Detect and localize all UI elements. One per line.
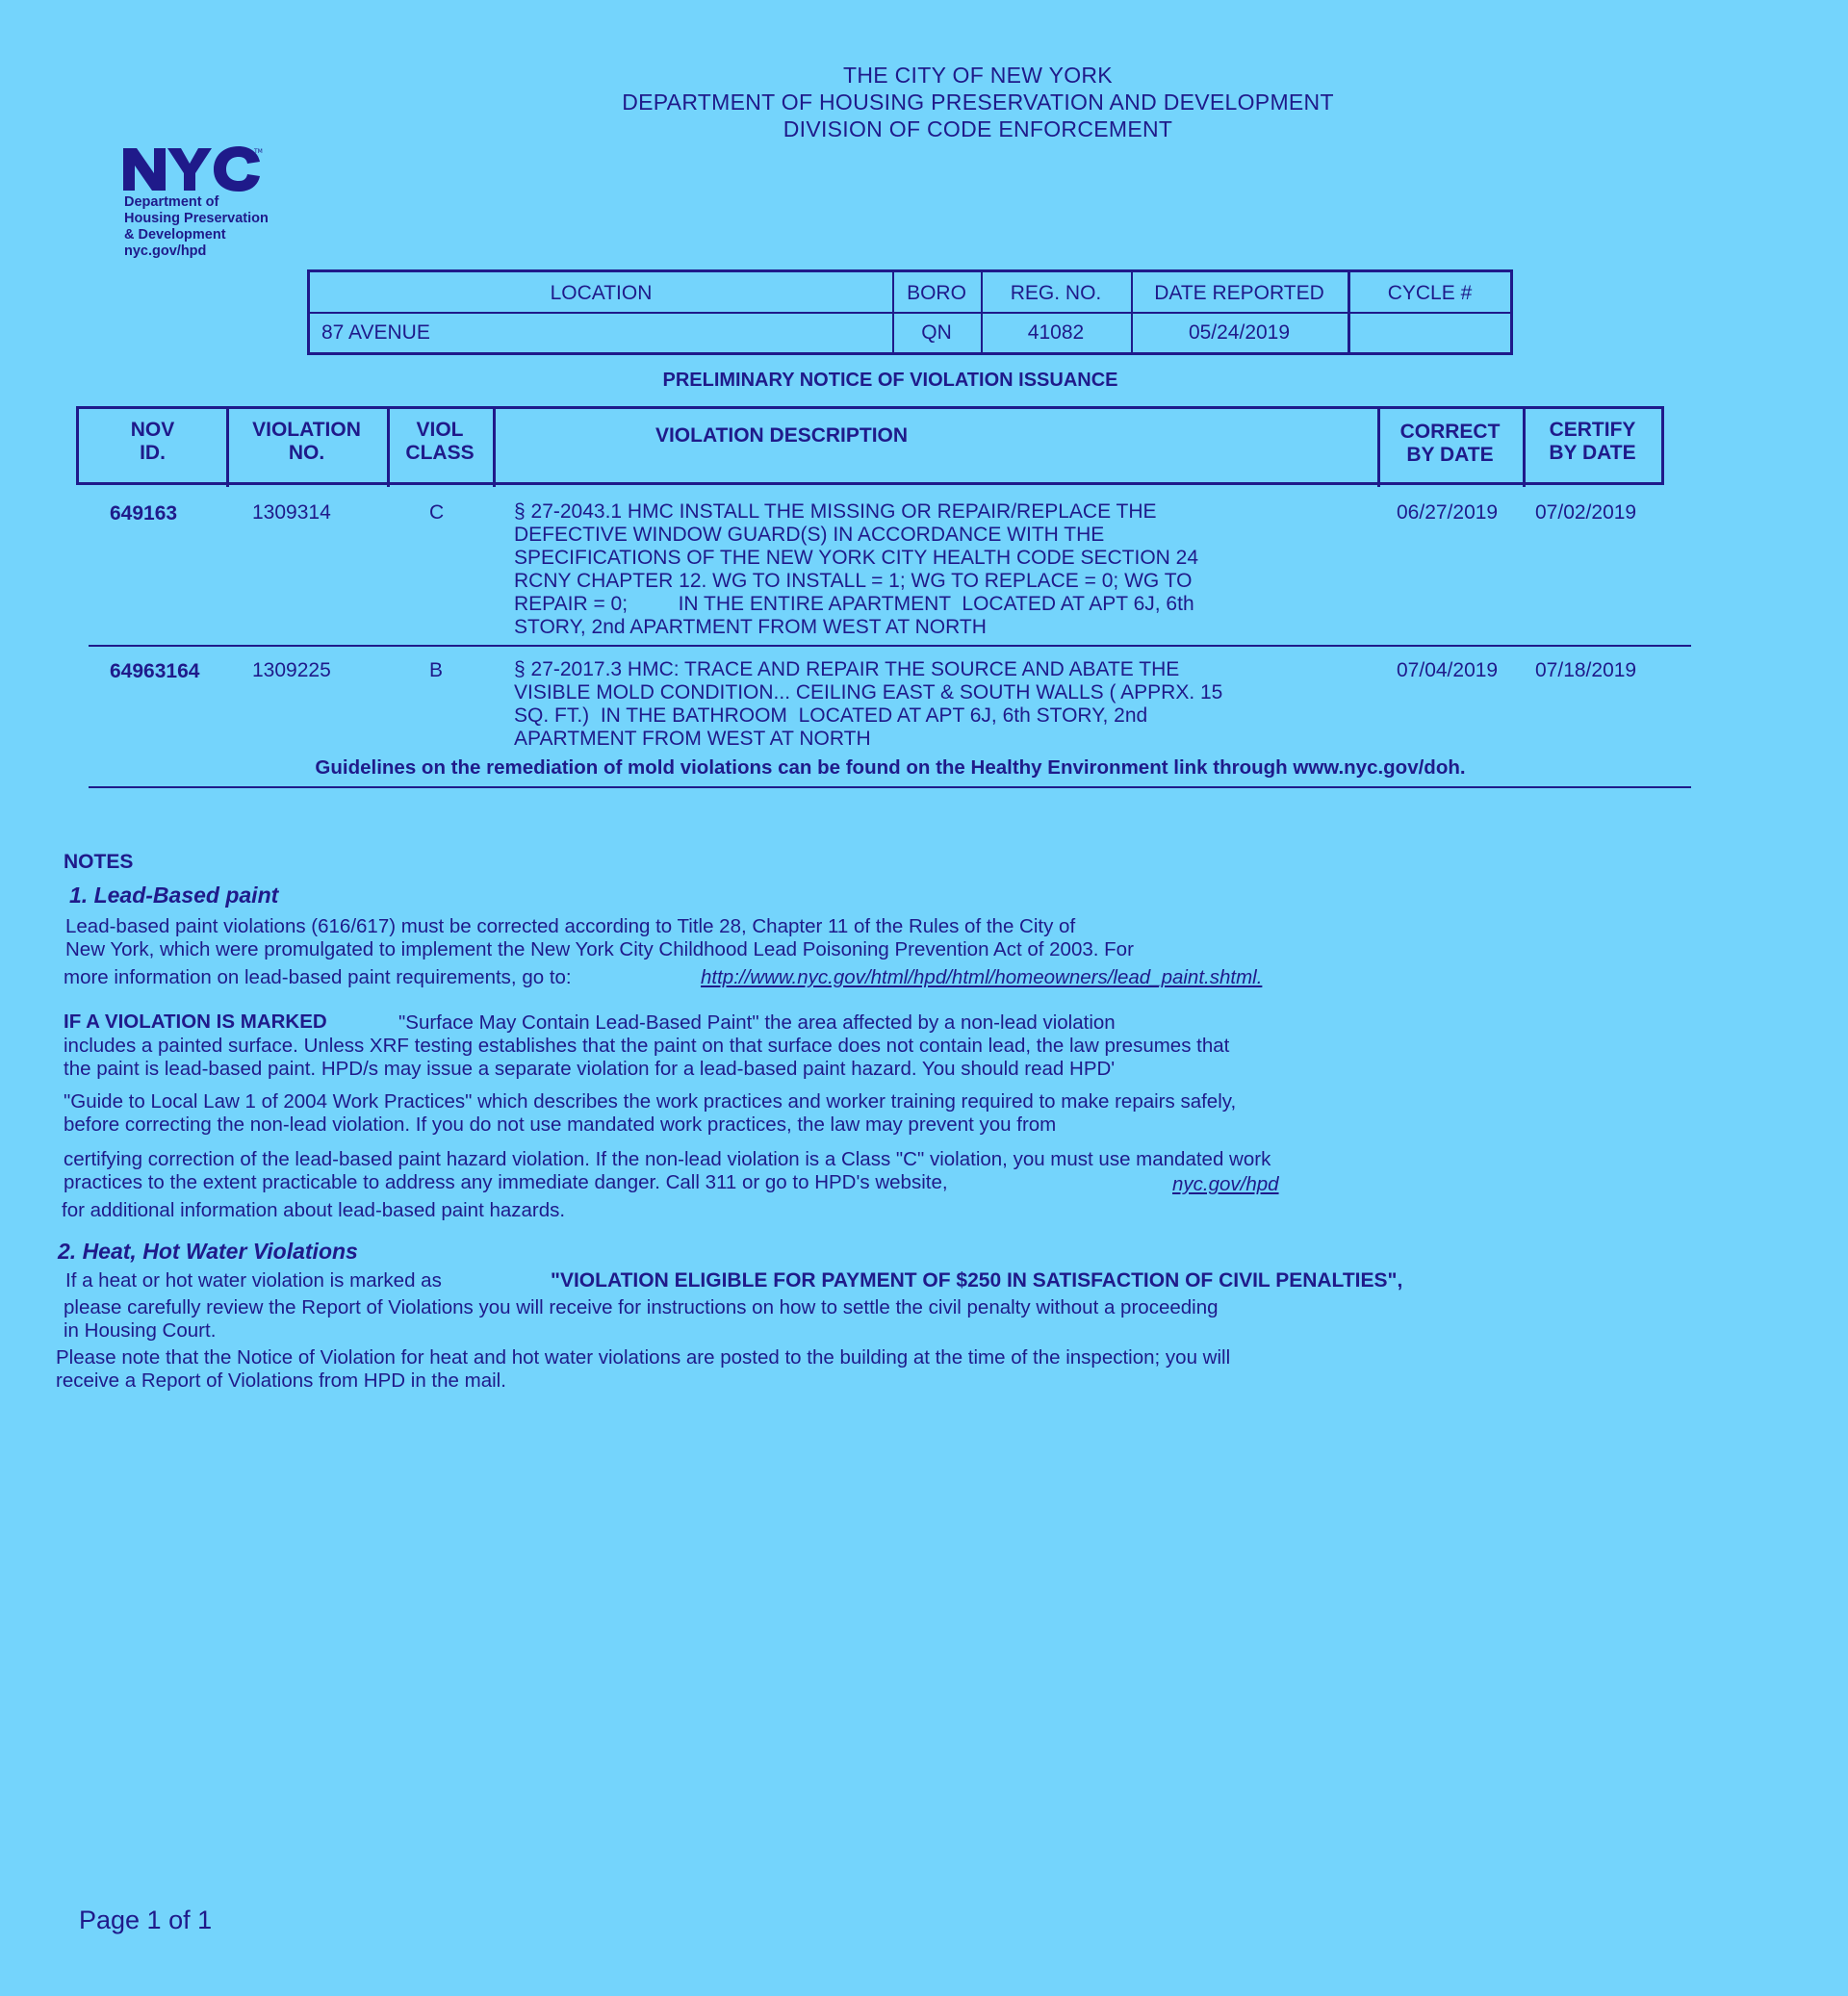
logo-line-3: & Development	[124, 227, 226, 243]
lead-paragraph-line: for additional information about lead-based paint hazards.	[62, 1199, 566, 1221]
nov-id-header-1: NOV	[130, 419, 175, 441]
lead-paragraph-line: includes a painted surface. Unless XRF testing establishes that the paint on that surface does not contain lead, the law presumes that	[64, 1035, 1230, 1057]
violation-description: § 27-2043.1 HMC INSTALL THE MISSING OR REPAIR/REPLACE THE DEFECTIVE WINDOW GUARD(S) IN ACCORDANCE WITH THE SPECIFICATIONS OF THE NEW YORK CITY HEALTH CODE SECTION 24 RCNY CHAPTER 12. WG TO INSTALL = 1; WG TO REPLACE = 0; WG TO REPAIR = 0; IN THE ENTIRE APARTMENT LOCATED AT APT 6J, 6th STORY, 2nd APARTMENT FROM WEST AT NORTH	[514, 500, 1199, 638]
violation-description: § 27-2017.3 HMC: TRACE AND REPAIR THE SOURCE AND ABATE THE VISIBLE MOLD CONDITION... CEILING EAST & SOUTH WALLS ( APPRX. 15 SQ. FT.) IN THE BATHROOM LOCATED AT APT 6J, 6th STORY, 2nd APARTMENT FROM WEST AT NORTH	[514, 658, 1223, 750]
viol-class-header-2: CLASS	[405, 442, 475, 464]
notes-title: NOTES	[64, 851, 134, 873]
logo-line-2: Housing Preservation	[124, 211, 269, 226]
correct-by-date: 06/27/2019	[1397, 501, 1499, 524]
certify-by-date: 07/02/2019	[1535, 501, 1637, 524]
lead-paragraph-line: "Surface May Contain Lead-Based Paint" the area affected by a non-lead violation	[398, 1011, 1116, 1034]
lead-paragraph-line: before correcting the non-lead violation. If you do not use mandated work practices, the law may prevent you from	[64, 1113, 1057, 1136]
heat-paragraph-line: Please note that the Notice of Violation for heat and hot water violations are posted to the building at the time of the inspection; you will	[56, 1346, 1231, 1369]
lead-paint-link[interactable]: http://www.nyc.gov/html/hpd/html/homeowners/lead_paint.shtml.	[701, 966, 1263, 988]
lead-paragraph-line: the paint is lead-based paint. HPD/s may issue a separate violation for a lead-based paint hazard. You should read HPD'	[64, 1058, 1116, 1080]
nov-id: 649163	[110, 502, 178, 525]
lead-paragraph-line: certifying correction of the lead-based paint hazard violation. If the non-lead violation is a Class "C" violation, you must use mandated work	[64, 1148, 1271, 1170]
violation-table-header	[76, 406, 1664, 485]
mold-guidelines: Guidelines on the remediation of mold violations can be found on the Healthy Environment link through www.nyc.gov/doh.	[315, 756, 1466, 779]
nyc-logo	[121, 144, 264, 192]
violation-no-header-1: VIOLATION	[252, 419, 361, 441]
date-reported-header: DATE REPORTED	[1154, 282, 1324, 304]
heat-paragraph-line: receive a Report of Violations from HPD in the mail.	[56, 1369, 506, 1392]
heat-water-heading: 2. Heat, Hot Water Violations	[58, 1239, 358, 1264]
cycle-header: CYCLE #	[1387, 282, 1473, 304]
correct-by-date: 07/04/2019	[1397, 659, 1499, 681]
header-department: DEPARTMENT OF HOUSING PRESERVATION AND DEVELOPMENT	[622, 90, 1334, 115]
heat-paragraph-line: please carefully review the Report of Violations you will receive for instructions on how to settle the civil penalty without a proceeding	[64, 1296, 1219, 1318]
certify-by-header-2: BY DATE	[1549, 442, 1636, 464]
reg-no-header: REG. NO.	[1010, 282, 1102, 304]
viol-class: C	[429, 501, 445, 524]
lead-paragraph-line: "Guide to Local Law 1 of 2004 Work Practices" which describes the work practices and worker training required to make repairs safely,	[64, 1090, 1237, 1113]
description-header: VIOLATION DESCRIPTION	[654, 424, 909, 447]
correct-by-header-1: CORRECT	[1399, 421, 1501, 443]
heat-paragraph-line: If a heat or hot water violation is marked as	[65, 1269, 442, 1292]
page-number: Page 1 of 1	[79, 1906, 213, 1934]
header-division: DIVISION OF CODE ENFORCEMENT	[783, 116, 1173, 141]
viol-class: B	[429, 659, 444, 681]
lead-paragraph-line: practices to the extent practicable to address any immediate danger. Call 311 or go to HPD's website,	[64, 1171, 948, 1193]
hpd-website-link[interactable]: nyc.gov/hpd	[1172, 1173, 1279, 1195]
lead-paint-heading: 1. Lead-Based paint	[69, 883, 279, 908]
svg-text:TM: TM	[254, 148, 263, 155]
correct-by-header-2: BY DATE	[1406, 444, 1494, 466]
lead-paragraph-line: more information on lead-based paint requirements, go to:	[64, 966, 572, 988]
location-header: LOCATION	[550, 282, 653, 304]
date-reported-value: 05/24/2019	[1188, 321, 1291, 344]
certify-by-header-1: CERTIFY	[1549, 419, 1636, 441]
location-value: 87 AVENUE	[321, 321, 430, 344]
nov-id-header-2: ID.	[140, 442, 166, 464]
location-table	[307, 269, 1513, 355]
nov-id: 64963164	[110, 660, 200, 682]
heat-paragraph-line: in Housing Court.	[64, 1319, 217, 1342]
reg-no-value: 41082	[1027, 321, 1085, 344]
certify-by-date: 07/18/2019	[1535, 659, 1637, 681]
logo-line-1: Department of	[124, 194, 219, 210]
header-city: THE CITY OF NEW YORK	[843, 63, 1113, 88]
boro-value: QN	[921, 321, 952, 344]
violation-no-header-2: NO.	[288, 442, 325, 464]
boro-header: BORO	[907, 282, 966, 304]
viol-class-header-1: VIOL	[416, 419, 464, 441]
notice-title: PRELIMINARY NOTICE OF VIOLATION ISSUANCE	[662, 370, 1118, 391]
violation-no: 1309225	[252, 659, 331, 681]
logo-line-4: nyc.gov/hpd	[124, 243, 207, 259]
violation-no: 1309314	[252, 501, 331, 524]
marked-label: IF A VIOLATION IS MARKED	[64, 1011, 327, 1033]
lead-paragraph-line: New York, which were promulgated to implement the New York City Childhood Lead Poisoning Prevention Act of 2003. For	[65, 938, 1134, 960]
lead-paragraph-line: Lead-based paint violations (616/617) must be corrected according to Title 28, Chapter 11 of the Rules of the City of	[65, 915, 1076, 937]
heat-eligible-text: "VIOLATION ELIGIBLE FOR PAYMENT OF $250 IN SATISFACTION OF CIVIL PENALTIES",	[551, 1269, 1403, 1292]
